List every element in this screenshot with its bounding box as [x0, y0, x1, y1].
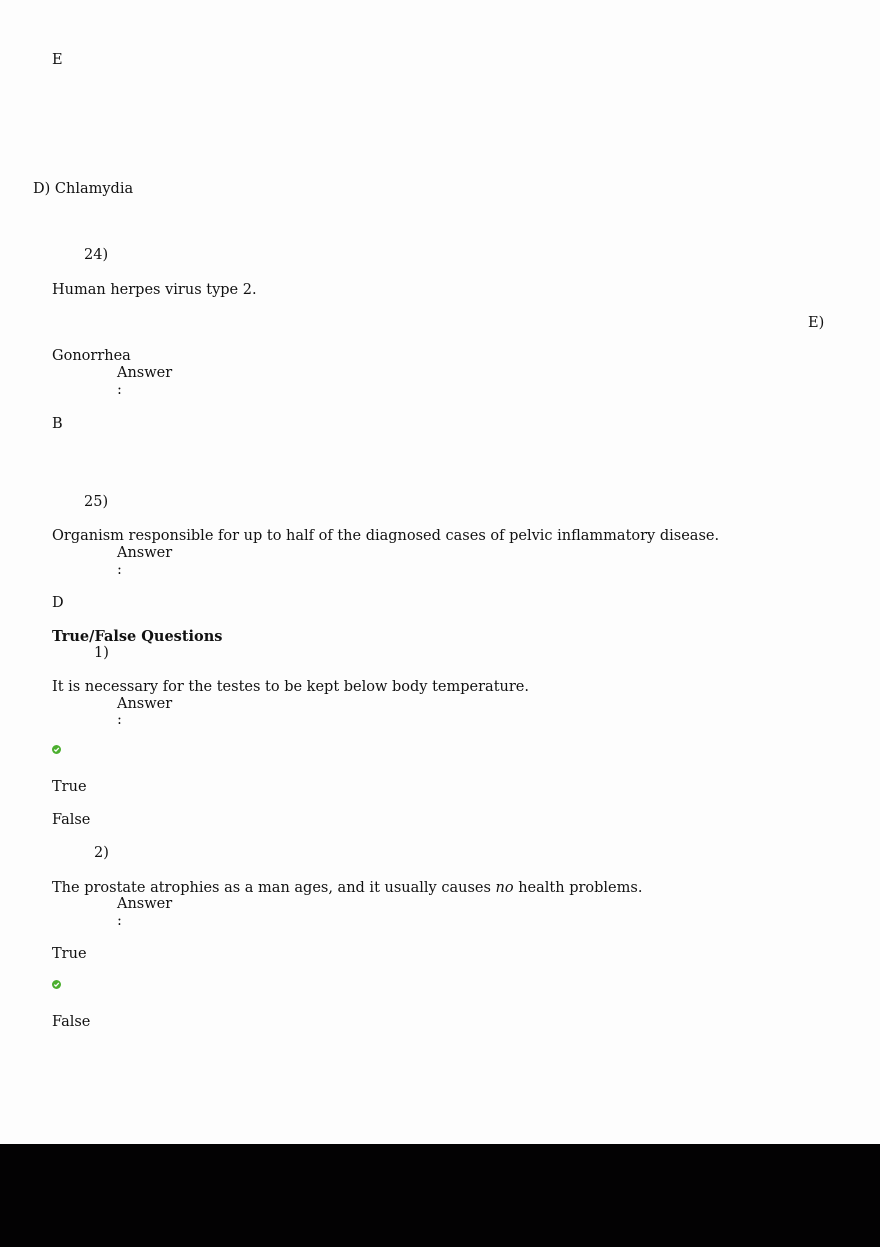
- tf-2-option-false: False: [52, 1014, 91, 1030]
- answer-colon: :: [117, 712, 122, 728]
- question-25-answer: D: [52, 595, 64, 611]
- question-25-number: 25): [84, 494, 109, 510]
- answer-label: Answer: [117, 545, 173, 561]
- choice-e-label: E): [808, 315, 825, 331]
- answer-colon: :: [117, 382, 122, 398]
- answer-label: Answer: [117, 365, 173, 381]
- tf-question-2-text: [52, 880, 642, 897]
- answer-colon: :: [117, 913, 122, 929]
- question-24-number: 24): [84, 247, 109, 263]
- question-25-text: Organism responsible for up to half of the diagnosed cases of pelvic inflammatory disease.: [52, 528, 720, 544]
- answer-label: Answer: [117, 696, 173, 712]
- tf-2-text-before: The prostate atrophies as a man ages, and it usually causes: [52, 880, 496, 896]
- tf-1-option-true: True: [52, 779, 87, 795]
- tf-question-1-number: 1): [94, 645, 109, 661]
- answer-label: Answer: [117, 896, 173, 912]
- question-24-answer: B: [52, 416, 63, 432]
- question-24-text: Human herpes virus type 2.: [52, 282, 257, 298]
- bottom-black-region: [0, 1144, 880, 1247]
- previous-answer: E: [52, 52, 63, 68]
- tf-question-1-text: It is necessary for the testes to be kept below body temperature.: [52, 679, 529, 695]
- tf-1-option-false: False: [52, 812, 91, 828]
- choice-d: D) Chlamydia: [33, 181, 134, 197]
- answer-colon: :: [117, 562, 122, 578]
- correct-check-icon: [52, 745, 61, 754]
- tf-2-option-true: True: [52, 946, 87, 962]
- section-heading: True/False Questions: [52, 628, 223, 645]
- tf-2-text-after: health problems.: [513, 880, 643, 896]
- choice-e-text: Gonorrhea: [52, 348, 131, 364]
- tf-question-2-number: 2): [94, 845, 109, 861]
- tf-2-text-emphasis: no: [495, 880, 514, 896]
- correct-check-icon: [52, 980, 61, 989]
